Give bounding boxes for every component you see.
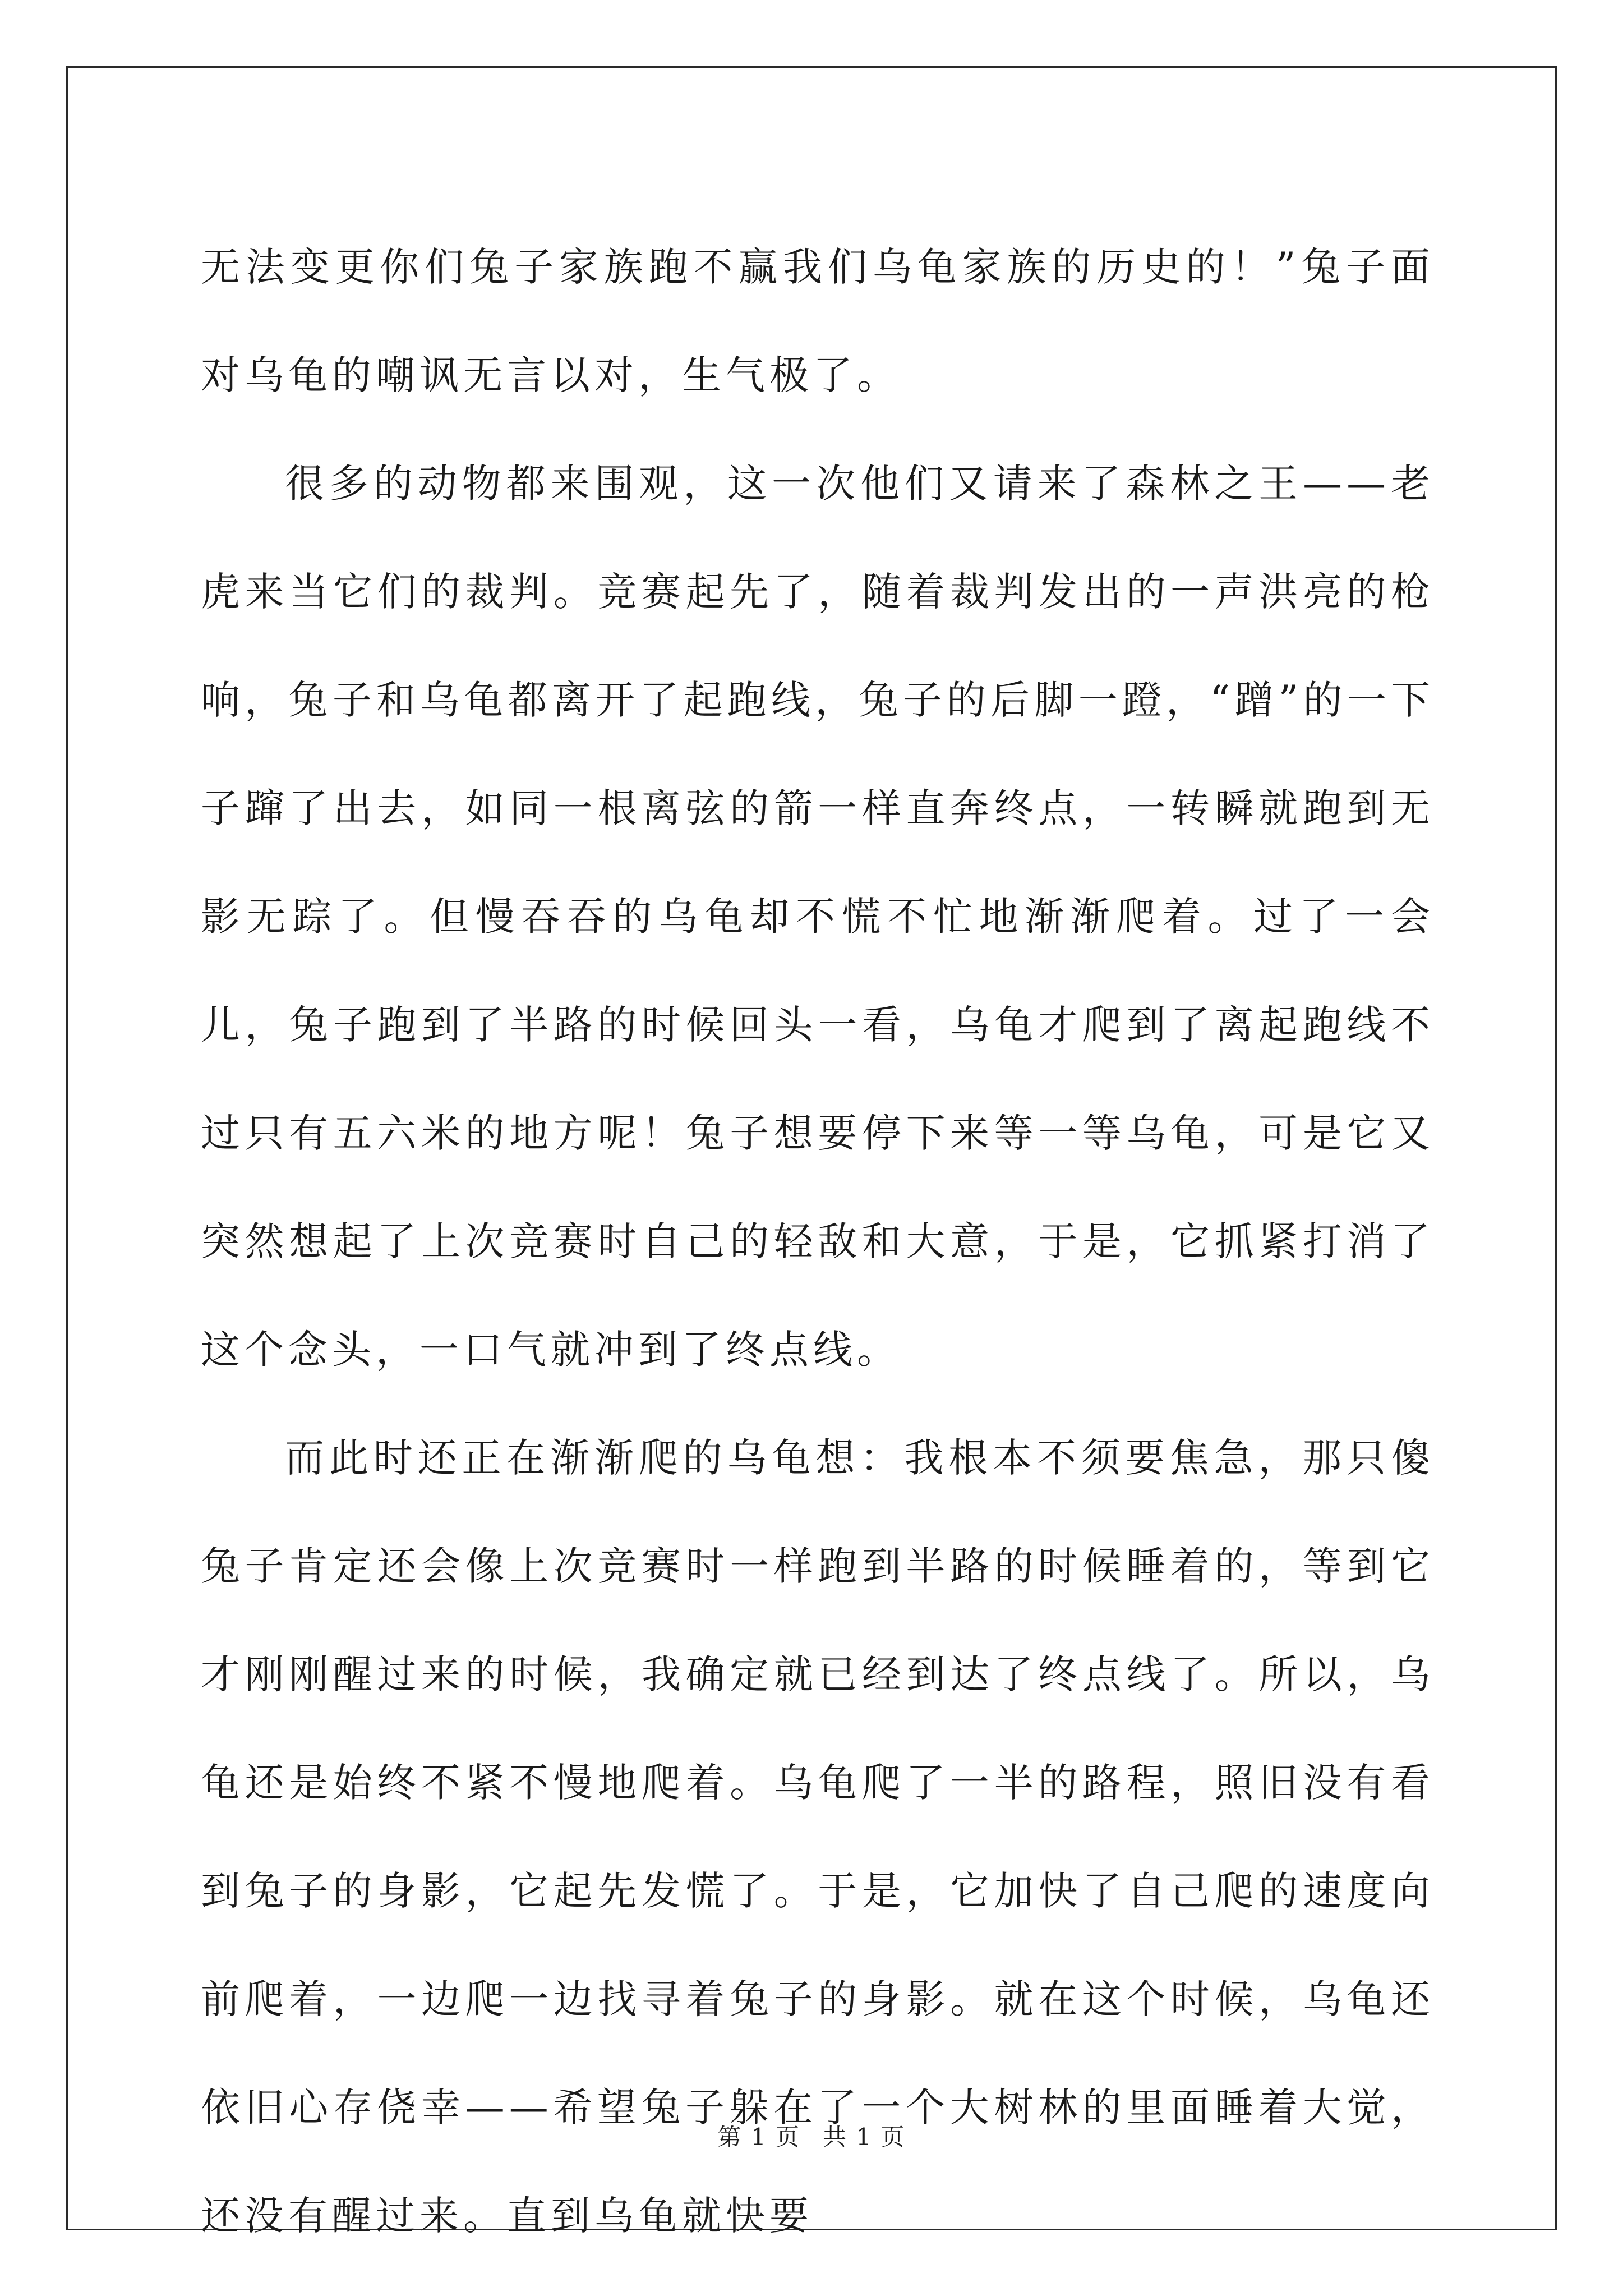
page-number: 第 1 页 [717,2123,800,2151]
page-total: 共 1 页 [823,2123,906,2151]
paragraph-1: 无法变更你们兔子家族跑不赢我们乌龟家族的历史的！”兔子面对乌龟的嘲讽无言以对，生气极了。 [201,244,1435,398]
paragraph-2: 很多的动物都来围观，这一次他们又请来了森林之王——老虎来当它们的裁判。竞赛起先了，随着裁判发出的一声洪亮的枪响，兔子和乌龟都离开了起跑线，兔子的后脚一蹬，“蹭”的一下子蹿了出去，如同一根离弦的箭一样直奔终点，一转瞬就跑到无影无踪了。但慢吞吞的乌龟却不慌不忙地渐渐爬着。过了一会儿，兔子跑到了半路的时候回头一看，乌龟才爬到了离起跑线不过只有五六米的地方呢！兔子想要停下来等一等乌龟，可是它又突然想起了上次竞赛时自己的轻敌和大意，于是，它抓紧打消了这个念头，一口气就冲到了终点线。 [201,461,1435,1373]
paragraph-3: 而此时还正在渐渐爬的乌龟想：我根本不须要焦急，那只傻兔子肯定还会像上次竞赛时一样跑到半路的时候睡着的，等到它才刚刚醒过来的时候，我确定就已经到达了终点线了。所以，乌龟还是始终不紧不慢地爬着。乌龟爬了一半的路程，照旧没有看到兔子的身影，它起先发慌了。于是，它加快了自己爬的速度向前爬着，一边爬一边找寻着兔子的身影。就在这个时候，乌龟还依旧心存侥幸——希望兔子躲在了一个大树林的里面睡着大觉，还没有醒过来。直到乌龟就快要 [201,1435,1435,2239]
document-body [201,213,1435,2270]
page-footer [0,2120,1623,2154]
